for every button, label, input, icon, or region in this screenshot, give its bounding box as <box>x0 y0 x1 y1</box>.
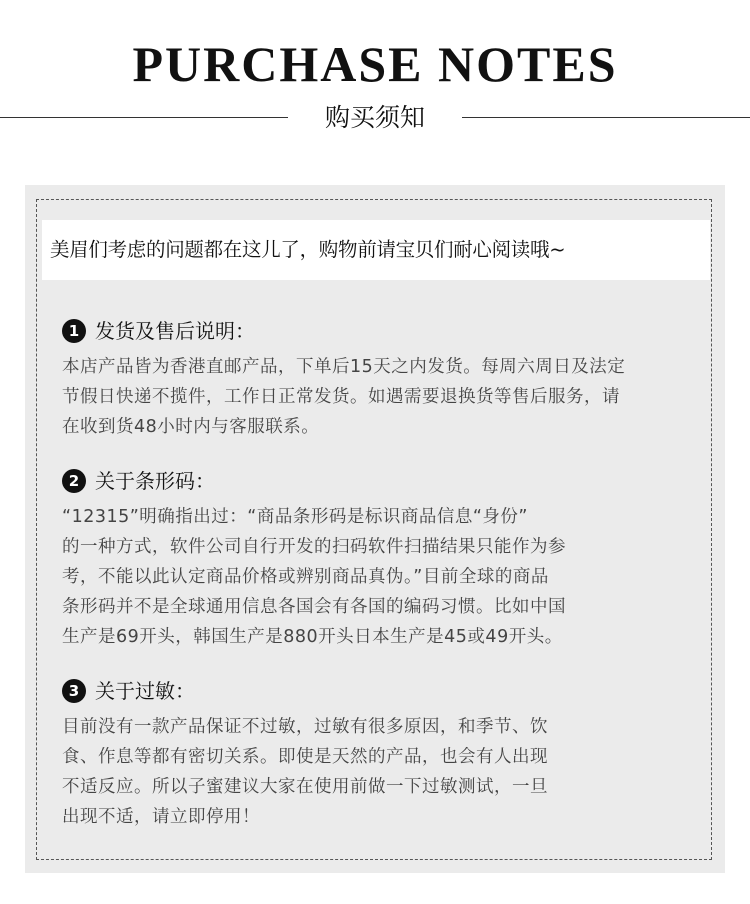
body-line: 出现不适，请立即停用！ <box>62 807 260 827</box>
subtitle-row <box>0 98 750 138</box>
section-body <box>62 352 692 442</box>
body-line: “12315”明确指出过：“商品条形码是标识商品信息“身份” <box>62 507 528 527</box>
section-heading <box>62 316 692 346</box>
section-heading <box>62 466 692 496</box>
body-line: 在收到货48小时内与客服联系。 <box>62 417 320 437</box>
page-subtitle: 购买须知 <box>324 103 425 132</box>
section-heading <box>62 676 692 706</box>
body-line: 目前没有一款产品保证不过敏，过敏有很多原因，和季节、饮 <box>62 717 548 737</box>
number-badge-2-icon: 2 <box>62 469 86 493</box>
body-line: 条形码并不是全球通用信息各国会有各国的编码习惯。比如中国 <box>62 597 566 617</box>
body-line: 的一种方式，软件公司自行开发的扫码软件扫描结果只能作为参 <box>62 537 566 557</box>
section-allergy <box>62 676 692 832</box>
section-body <box>62 712 692 832</box>
number-badge-1-icon: 1 <box>62 319 86 343</box>
section-body <box>62 502 692 652</box>
subtitle-divider-left <box>0 117 288 118</box>
body-line: 不适反应。所以子蜜建议大家在使用前做一下过敏测试，一旦 <box>62 777 548 797</box>
notes-banner: 美眉们考虑的问题都在这儿了，购物前请宝贝们耐心阅读哦~ <box>42 220 710 280</box>
section-title: 关于过敏： <box>95 679 195 703</box>
body-line: 考，不能以此认定商品价格或辨别商品真伪。”目前全球的商品 <box>62 567 549 587</box>
section-title: 发货及售后说明： <box>95 319 255 343</box>
page-title: PURCHASE NOTES <box>132 36 618 92</box>
body-line: 生产是69开头，韩国生产是880开头日本生产是45或49开头。 <box>62 627 563 647</box>
section-title: 关于条形码： <box>95 469 215 493</box>
section-barcode <box>62 466 692 652</box>
body-line: 本店产品皆为香港直邮产品，下单后15天之内发货。每周六周日及法定 <box>62 357 626 377</box>
section-shipping <box>62 316 692 442</box>
number-badge-3-icon: 3 <box>62 679 86 703</box>
subtitle-divider-right <box>462 117 750 118</box>
body-line: 食、作息等都有密切关系。即使是天然的产品，也会有人出现 <box>62 747 548 767</box>
body-line: 节假日快递不揽件，工作日正常发货。如遇需要退换货等售后服务，请 <box>62 387 620 407</box>
